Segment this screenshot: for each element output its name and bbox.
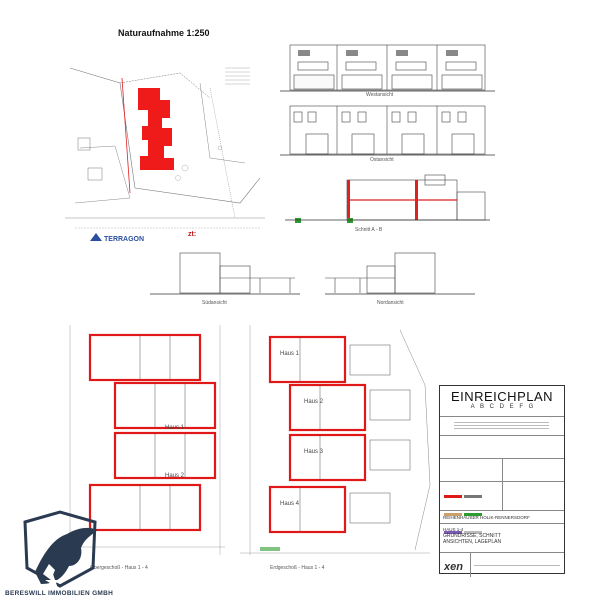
content-line-1: GRUNDRISSE, SCHNITT: [443, 533, 501, 539]
legend-row: [440, 482, 564, 511]
owner-row: [440, 436, 564, 459]
section-panel: [285, 170, 495, 240]
site-plan: [60, 28, 270, 248]
ground-house-label-3: Haus 3: [304, 449, 324, 455]
plan-heading: EINREICHPLAN: [450, 389, 554, 404]
upper-house-label-1: Haus 1: [165, 425, 185, 431]
title-block: [439, 385, 565, 574]
horse-shield-icon: [5, 508, 125, 588]
ground-floor-label: Erdgeschoß - Haus 1 - 4: [270, 565, 325, 571]
company-logo: [5, 508, 125, 600]
section-drawing: [285, 170, 495, 230]
north-elevation-drawing: [325, 248, 475, 300]
north-elevation: [325, 248, 475, 310]
ground-house-label-1: Haus 1: [280, 351, 300, 357]
revision-letters: A B C D E F G: [470, 404, 534, 410]
upper-floor-label: Obergeschoß - Haus 1 - 4: [90, 565, 148, 571]
approval-lines: [454, 420, 549, 431]
project-name: REIHENHÄUSER HOLIK-RENNERSDORF: [443, 515, 530, 520]
east-elevation-label: Ostansicht: [370, 157, 394, 163]
project-row: [440, 511, 564, 524]
site-plan-title: Naturaufnahme 1:250: [118, 28, 210, 38]
south-elevation-label: Südansicht: [202, 300, 227, 306]
section-label: Schnitt A - B: [355, 227, 383, 233]
title-heading-row: [440, 386, 564, 417]
terragon-logo: [90, 230, 150, 248]
company-name: BERESWILL IMMOBILIEN GMBH: [5, 590, 114, 597]
xen-logo: [444, 557, 463, 575]
xen-text: xen: [444, 561, 463, 573]
zt-logo: zt:: [188, 231, 197, 238]
east-elevation-drawing: [280, 102, 500, 162]
ground-house-label-2: Haus 2: [304, 399, 324, 405]
author-row: [440, 459, 564, 482]
terragon-mark-icon: [90, 233, 150, 243]
west-elevation-label: Westansicht: [366, 92, 394, 98]
elevations-panel: [280, 30, 500, 170]
ground-floor-drawing: [240, 325, 435, 565]
ground-floor-plan: [240, 325, 435, 575]
site-plan-drawing: [60, 28, 270, 248]
approval-text-row: [440, 417, 564, 436]
content-line-2: ANSICHTEN, LAGEPLAN: [443, 539, 502, 545]
south-elevation: [150, 248, 300, 310]
north-elevation-label: Nordansicht: [377, 300, 404, 306]
house-footprints: [138, 88, 174, 170]
south-elevation-drawing: [150, 248, 300, 300]
upper-house-label-2: Haus 2: [165, 473, 185, 479]
house-name: HAUS 1-4: [443, 527, 464, 532]
terragon-text: TERRAGON: [104, 236, 145, 243]
ground-house-label-4: Haus 4: [280, 501, 300, 507]
content-row: [440, 524, 564, 553]
firm-row: [440, 553, 564, 577]
